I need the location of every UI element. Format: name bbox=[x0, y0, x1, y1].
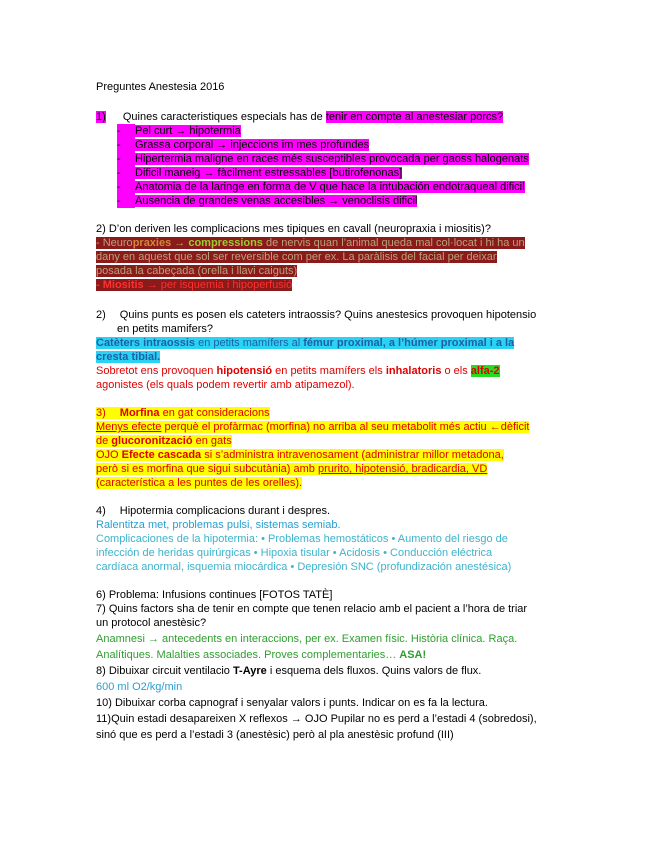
q1-bullet-2: - Grassa corporal → injeccions im mes profundes bbox=[117, 139, 370, 151]
q4-answer-line-3: OJO Efecte cascada si s’administra intravenosament (administrar millor metadona, bbox=[96, 449, 504, 461]
q7-answer-line-2: Analítiques. Malalties associades. Proves complementaries… ASA! bbox=[96, 649, 427, 661]
q8-answer: 600 ml O2/kg/min bbox=[96, 681, 183, 693]
question-4: 3) Morfina en gat consideracions bbox=[96, 407, 270, 419]
question-1 bbox=[96, 110, 503, 124]
q4-answer-line-1: Menys efecte perquè el profàrmac (morfina) no arriba al seu metabolit més actiu ←dèficit bbox=[96, 421, 530, 433]
q5-answer-line-4: cardíaca anormal, isquemia miocárdica • Depresión SNC (profundización anestésica) bbox=[96, 561, 512, 573]
q3-answer-line-4: agonistes (els quals podem revertir amb atipamezol). bbox=[96, 379, 355, 391]
question-8: 8) Dibuixar circuit ventilacio T-Ayre i esquema dels fluxos. Quins valors de flux. bbox=[96, 665, 482, 677]
q3-answer-line-3: Sobretot ens provoquen hipotensió en petits mamífers els inhalatoris o els alfa-2 bbox=[96, 365, 500, 377]
question-1-text-a: Quines caracteristiques especials has de bbox=[122, 111, 326, 123]
q5-answer-line-3: infección de heridas quirúrgicas • Hipoxia tisular • Acidosis • Conducción eléctrica bbox=[96, 547, 493, 559]
q4-answer-line-2: de glucoronització en gats bbox=[96, 435, 232, 447]
question-7-cont: un protocol anestèsic? bbox=[96, 617, 207, 629]
question-5: 4) Hipotermia complicacions durant i despres. bbox=[96, 505, 331, 517]
question-3: 2) Quins punts es posen els cateters intraossis? Quins anestesics provoquen hipotensio bbox=[96, 309, 537, 321]
question-7: 7) Quins factors sha de tenir en compte que tenen relacio amb el pacient a l’hora de triar bbox=[96, 603, 528, 615]
q3-answer-line-2: cresta tibial. bbox=[96, 351, 161, 363]
question-5-number: 4) bbox=[96, 505, 106, 517]
question-1-text-b: tenir en compte al anestesiar porcs? bbox=[325, 111, 504, 123]
q1-bullet-4: - Dificil maneig → fàcilment estressables [butirofenonas] bbox=[117, 167, 403, 179]
question-1-number: 1) bbox=[96, 111, 106, 123]
q2-answer-line-2: dany en aquest que sol ser reversible com per ex. La paràlisis del facial per deixar bbox=[96, 251, 497, 263]
q1-bullet-3: - Hipertermia maligne en races més susceptibles provocada per gaoss halogenats bbox=[117, 153, 529, 165]
question-11-cont: sinó que es perd a l’estadi 3 (anestèsic) però al pla anestèsic profund (III) bbox=[96, 729, 454, 741]
question-2: 2) D’on deriven les complicacions mes tipiques en cavall (neuropraxia i miositis)? bbox=[96, 223, 491, 235]
q2-answer-line-4: - Miositis → per isquemia i hipoperfusió bbox=[96, 279, 293, 291]
q4-answer-line-4: però si es morfina que sigui subcutània) amb prurito, hipotensió, bradicardia, VD bbox=[96, 463, 488, 475]
q5-answer-line-2: Complicaciones de la hipotermia: • Problemas hemostáticos • Aumento del riesgo de bbox=[96, 533, 508, 545]
document-title: Preguntes Anestesia 2016 bbox=[96, 81, 225, 93]
q7-answer-line-1: Anamnesi → antecedents en interaccions, per ex. Examen físic. Història clínica. Raça. bbox=[96, 633, 518, 645]
question-11: 11)Quin estadi desapareixen X reflexos → OJO Pupilar no es perd a l’estadi 4 (sobredosi), bbox=[96, 713, 537, 725]
question-10: 10) Dibuixar corba capnograf i senyalar valors i punts. Indicar on es fa la lectura. bbox=[96, 697, 488, 709]
q2-answer-line-1: - Neuropraxies → compressions de nervis quan l’animal queda mal col·locat i hi ha un bbox=[96, 237, 525, 249]
q4-answer-line-5: (característica a les puntes de les orelles). bbox=[96, 477, 303, 489]
question-3-cont: en petits mamifers? bbox=[117, 323, 213, 335]
q1-bullet-6: - Ausencia de grandes venas accesibles → venoclisis dificil bbox=[117, 195, 418, 207]
q5-answer-line-1: Ralentitza met, problemas pulsi, sistemas semiab. bbox=[96, 519, 341, 531]
question-6: 6) Problema: Infusions continues [FOTOS TATÈ] bbox=[96, 589, 333, 601]
q2-answer-line-3: posada la cabeçada (orella i llavi caiguts) bbox=[96, 265, 298, 277]
q1-bullet-1: - Pel curt → hipotermia bbox=[117, 125, 241, 137]
question-3-number: 2) bbox=[96, 309, 106, 321]
q3-answer-line-1: Catèters intraossis en petits mamífers al fémur proximal, a l’húmer proximal i a la bbox=[96, 337, 515, 349]
q1-bullet-5: - Anatomia de la laringe en forma de V que hace la intubación endotraqueal dificil bbox=[117, 181, 525, 193]
